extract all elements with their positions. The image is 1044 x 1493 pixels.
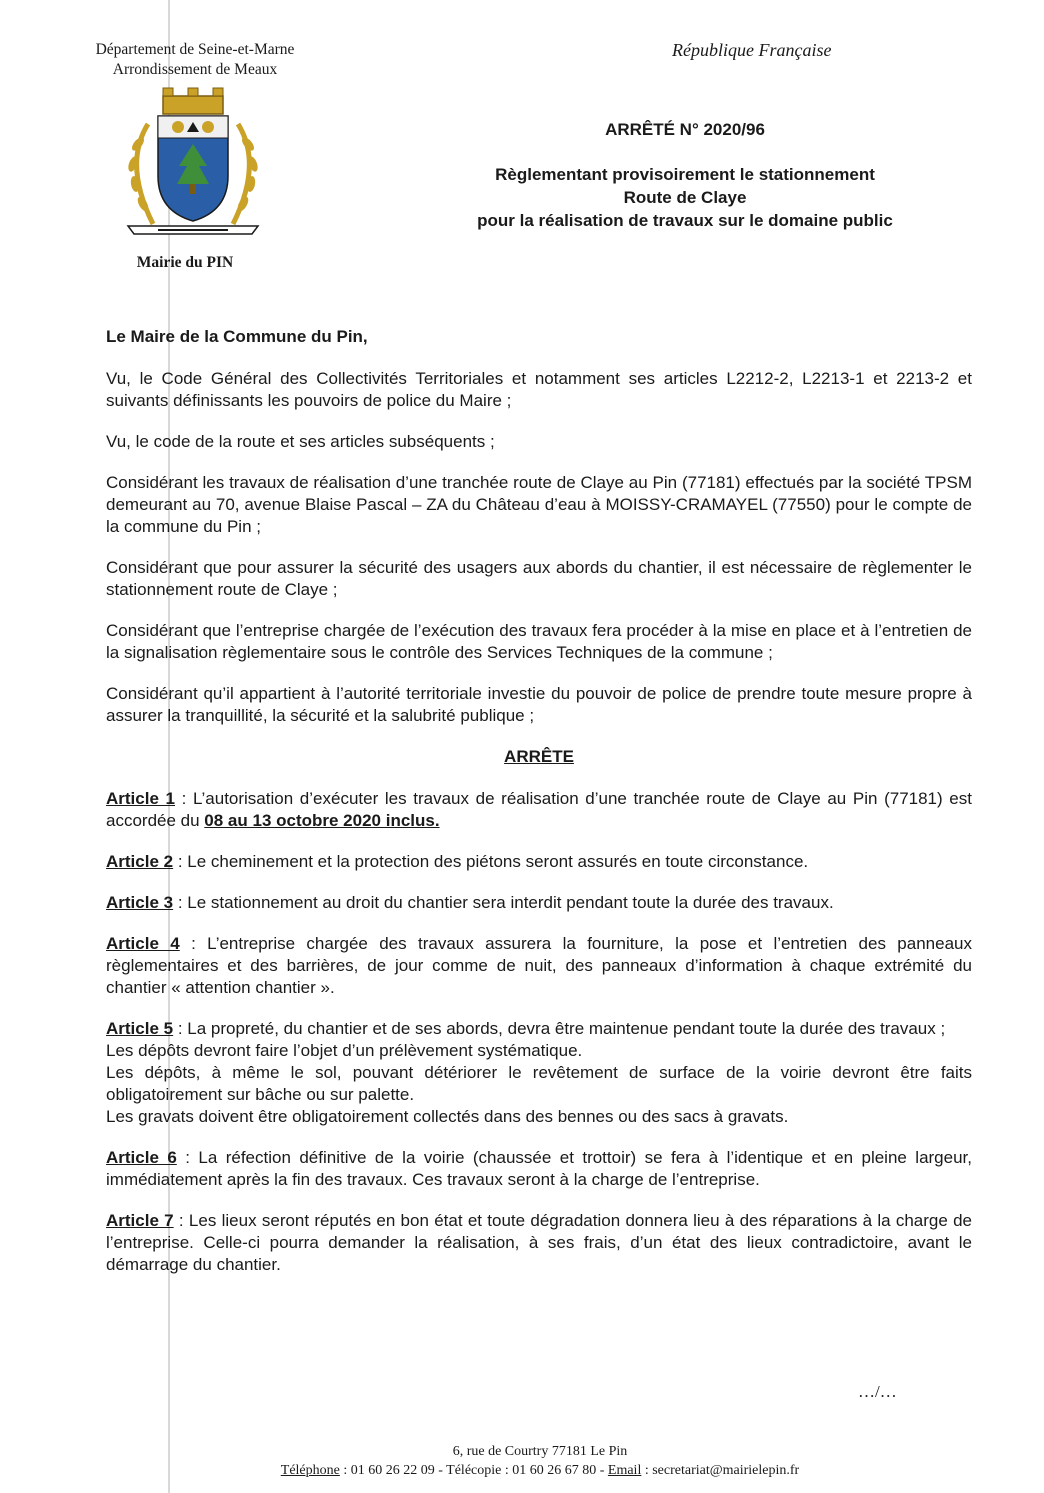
vu-code-route: Vu, le code de la route et ses articles subséquents ; <box>106 432 495 451</box>
title-line-2: Route de Claye <box>623 188 747 207</box>
departement: Département de Seine-et-Marne <box>95 41 295 58</box>
decree-number: ARRÊTÉ N° 2020/96 <box>605 120 765 139</box>
email-value: : secretariat@mairielepin.fr <box>641 1463 800 1478</box>
mairie-label: Mairie du PIN <box>136 254 234 271</box>
arrondissement: Arrondissement de Meaux <box>112 61 278 78</box>
article-3 <box>106 892 972 914</box>
decree-title <box>400 118 970 232</box>
article-5-line-3: Les dépôts, à même le sol, pouvant détériorer le revêtement de surface de la voirie devront être faits obligatoirement sur bâche ou sur palette. <box>106 1063 972 1104</box>
title-line-1: Règlementant provisoirement le stationnement <box>495 165 875 184</box>
arrete-heading: ARRÊTE <box>504 747 574 766</box>
email-label: Email <box>607 1463 642 1478</box>
coat-of-arms-icon <box>118 84 268 244</box>
article-label: Article 3 <box>106 893 174 912</box>
tel-label: Téléphone <box>280 1463 340 1478</box>
article-text: : Les lieux seront réputés en bon état et toute dégradation donnera lieu à des réparations à la charge de l’entreprise. Celle-ci pourra demander la réalisation, à ses frais, d’un état des lieux contradictoire, avant le démarrage du chantier. <box>106 1211 973 1274</box>
considerant-signalisation: Considérant que l’entreprise chargée de l’exécution des travaux fera procéder à la mise en place et à l’entretien de la signalisation règlementaire sous le contrôle des Services Techniques de la commune ; <box>106 621 972 662</box>
considerant-securite: Considérant que pour assurer la sécurité des usagers aux abords du chantier, il est nécessaire de règlementer le stationnement route de Claye ; <box>106 558 972 599</box>
footer <box>160 1442 920 1480</box>
article-label: Article 5 <box>106 1019 174 1038</box>
continuation-mark: …/… <box>858 1382 897 1401</box>
republique-label: République Française <box>672 40 832 60</box>
footer-contact <box>160 1461 920 1480</box>
vu-cgct: Vu, le Code Général des Collectivités Territoriales et notamment ses articles L2212-2, L2213-1 et 2213-2 et suivants définissants les pouvoirs de police du Maire ; <box>106 369 972 410</box>
article-text: : La propreté, du chantier et de ses abords, devra être maintenue pendant toute la durée des travaux ; <box>173 1019 946 1038</box>
article-label: Article 4 <box>106 934 180 953</box>
article-text: : Le stationnement au droit du chantier sera interdit pendant toute la durée des travaux. <box>173 893 834 912</box>
article-label: Article 6 <box>106 1148 177 1167</box>
issuer-header <box>60 40 330 80</box>
article-4 <box>106 933 972 999</box>
article-text: : Le cheminement et la protection des piétons seront assurés en toute circonstance. <box>173 852 809 871</box>
article-6 <box>106 1147 972 1191</box>
article-1 <box>106 788 972 832</box>
article-5-line-2: Les dépôts devront faire l’objet d’un prélèvement systématique. <box>106 1041 583 1060</box>
mayor-lead: Le Maire de la Commune du Pin, <box>106 327 368 346</box>
title-line-3: pour la réalisation de travaux sur le domaine public <box>477 211 893 230</box>
tel-value: : 01 60 26 22 09 - Télécopie : 01 60 26 67 80 - <box>339 1463 608 1478</box>
article-dates: 08 au 13 octobre 2020 inclus. <box>204 811 440 830</box>
considerant-police: Considérant qu’il appartient à l’autorité territoriale investie du pouvoir de police de prendre toute mesure propre à assurer la tranquillité, la sécurité et la salubrité publique ; <box>106 684 972 725</box>
considerant-travaux: Considérant les travaux de réalisation d’une tranchée route de Claye au Pin (77181) effectués par la société TPSM demeurant au 70, avenue Blaise Pascal – ZA du Château d’eau à MOISSY-CRAMAYEL (77550) pour le compte de la commune du Pin ; <box>106 473 972 536</box>
footer-address: 6, rue de Courtry 77181 Le Pin <box>452 1444 628 1459</box>
article-text: : La réfection définitive de la voirie (chaussée et trottoir) se fera à l’identique et en pleine largeur, immédiatement après la fin des travaux. Ces travaux seront à la charge de l’entreprise. <box>106 1148 972 1189</box>
article-5 <box>106 1018 972 1128</box>
article-text: : L’entreprise chargée des travaux assurera la fourniture, la pose et l’entretien des panneaux règlementaires et des barrières, de jour comme de nuit, des panneaux d’information à chaque extrémité du chantier « attention chantier ». <box>106 934 972 997</box>
article-7 <box>106 1210 972 1276</box>
decree-body <box>106 326 972 1295</box>
article-5-line-4: Les gravats doivent être obligatoirement collectés dans des bennes ou des sacs à gravats. <box>106 1107 789 1126</box>
article-label: Article 2 <box>106 852 174 871</box>
article-text: : L’autorisation d’exécuter les travaux de réalisation d’une tranchée route de Claye au Pin (77181) est accordée du <box>106 789 972 830</box>
article-label: Article 1 <box>106 789 175 808</box>
article-label: Article 7 <box>106 1211 174 1230</box>
article-2 <box>106 851 972 873</box>
